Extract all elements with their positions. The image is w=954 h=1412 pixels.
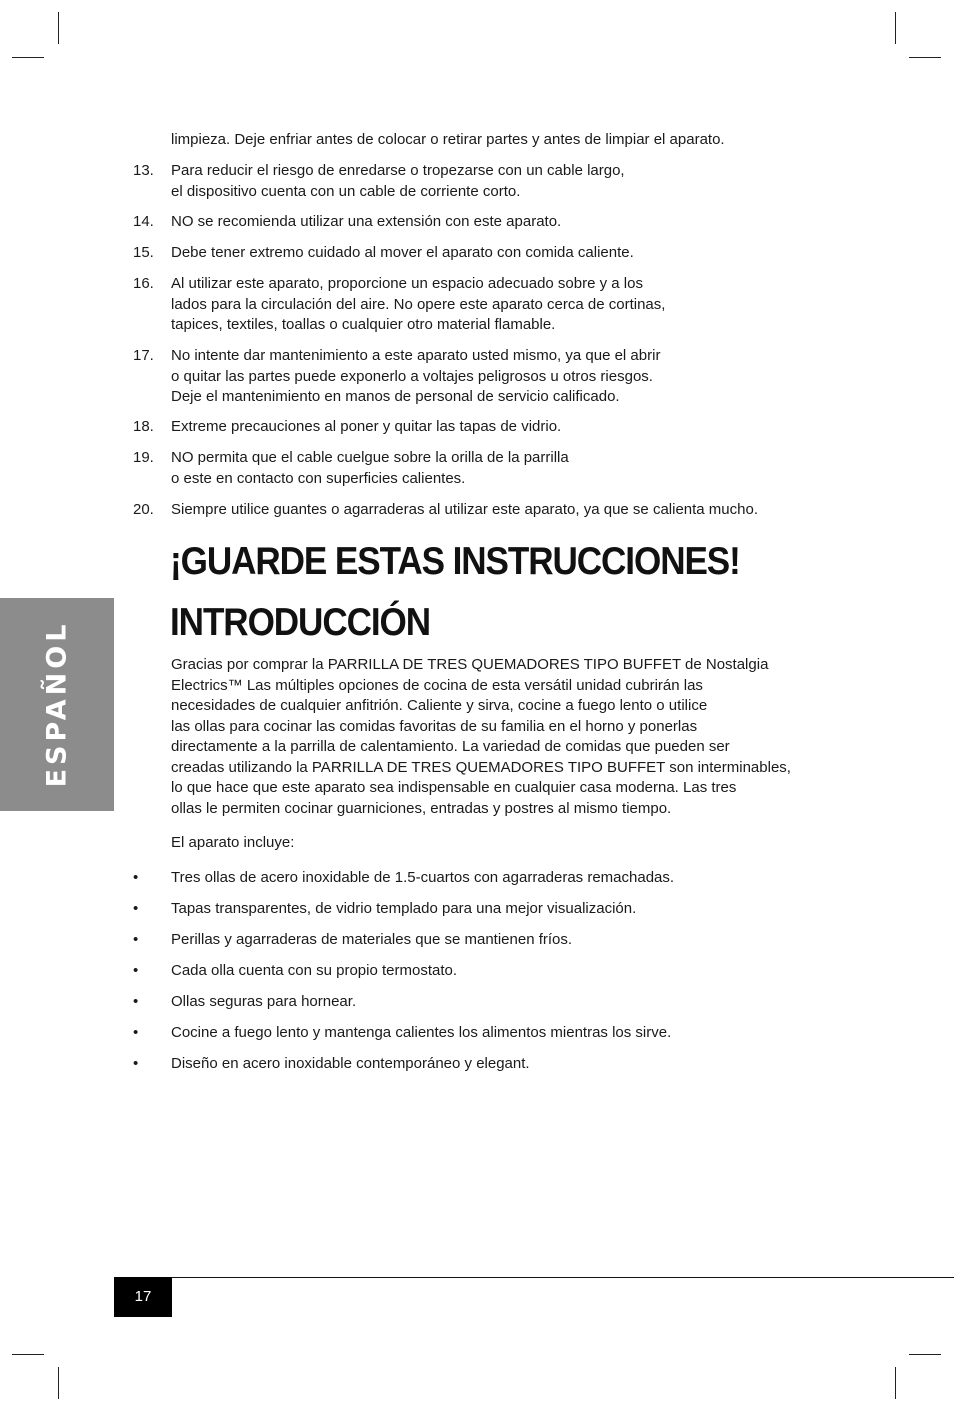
crop-mark <box>58 12 59 44</box>
bullet-text: Cocine a fuego lento y mantenga calientes los alimentos mientras los sirve. <box>171 1024 672 1041</box>
bullet-text: Tapas transparentes, de vidrio templado para una mejor visualización. <box>171 900 637 917</box>
item-text: Al utilizar este aparato, proporcione un espacio adecuado sobre y a los lados para la circulación del aire. No opere este aparato cerca de cortinas, tapices, textiles, toallas o cualquier otro material flamable. <box>171 275 666 333</box>
crop-mark <box>909 57 941 58</box>
page-number: 17 <box>134 1288 152 1305</box>
item-text: NO se recomienda utilizar una extensión con este aparato. <box>171 213 562 230</box>
item-number: 17. <box>133 347 154 364</box>
item-number: 16. <box>133 275 154 292</box>
bullet-text: Perillas y agarraderas de materiales que se mantienen fríos. <box>171 931 573 948</box>
crop-mark <box>12 1354 44 1355</box>
bullet-text: Cada olla cuenta con su propio termostato. <box>171 962 458 979</box>
item-number: 15. <box>133 244 154 261</box>
crop-mark <box>909 1354 941 1355</box>
item-number: 18. <box>133 418 154 435</box>
item-text: Para reducir el riesgo de enredarse o tropezarse con un cable largo, el dispositivo cuenta con un cable de corriente corto. <box>171 162 625 200</box>
footer-rule <box>114 1277 954 1278</box>
bullet-symbol: • <box>133 900 139 917</box>
includes-label: El aparato incluye: <box>171 834 295 851</box>
bullet-text: Tres ollas de acero inoxidable de 1.5-cuartos con agarraderas remachadas. <box>171 869 675 886</box>
save-instructions-heading: ¡GUARDE ESTAS INSTRUCCIONES! <box>170 540 740 583</box>
item-text: No intente dar mantenimiento a este aparato usted mismo, ya que el abrir o quitar las partes puede exponerlo a voltajes peligrosos u otros riesgos. Deje el mantenimiento en manos de personal de servicio calificado. <box>171 347 661 405</box>
bullet-symbol: • <box>133 931 139 948</box>
language-tab-label: ESPAÑOL <box>41 620 73 788</box>
crop-mark <box>58 1367 59 1399</box>
bullet-symbol: • <box>133 1024 139 1041</box>
item-text: Siempre utilice guantes o agarraderas al utilizar este aparato, ya que se calienta mucho. <box>171 501 758 518</box>
item-number: 13. <box>133 162 154 179</box>
bullet-text: Ollas seguras para hornear. <box>171 993 357 1010</box>
item-number: 20. <box>133 501 154 518</box>
crop-mark <box>895 1367 896 1399</box>
bullet-symbol: • <box>133 962 139 979</box>
item-text: NO permita que el cable cuelgue sobre la orilla de la parrilla o este en contacto con superficies calientes. <box>171 449 569 487</box>
crop-mark <box>12 57 44 58</box>
item-text: Extreme precauciones al poner y quitar las tapas de vidrio. <box>171 418 562 435</box>
item-text: Debe tener extremo cuidado al mover el aparato con comida caliente. <box>171 244 634 261</box>
page-number-box <box>114 1277 172 1317</box>
continuation-line: limpieza. Deje enfriar antes de colocar o retirar partes y antes de limpiar el aparato. <box>171 131 725 148</box>
item-number: 14. <box>133 213 154 230</box>
bullet-symbol: • <box>133 869 139 886</box>
bullet-text: Diseño en acero inoxidable contemporáneo y elegant. <box>171 1055 530 1072</box>
bullet-symbol: • <box>133 1055 139 1072</box>
intro-paragraph: Gracias por comprar la PARRILLA DE TRES QUEMADORES TIPO BUFFET de Nostalgia Electrics™ Las múltiples opciones de cocina de esta versátil unidad cubrirán las necesidades de cualquier anfitrión. Caliente y sirva, cocine a fuego lento o utilice las ollas para cocinar las comidas favoritas de su familia en el horno y ponerlas directamente a la parrilla de calentamiento. La variedad de comidas que pueden ser creadas utilizando la PARRILLA DE TRES QUEMADORES TIPO BUFFET son interminables, lo que hace que este aparato sea indispensable en cualquier casa moderna. Las tres ollas le permiten cocinar guarniciones, entradas y postres al mismo tiempo. <box>171 656 791 817</box>
crop-mark <box>895 12 896 44</box>
introduction-heading: INTRODUCCIÓN <box>170 601 431 644</box>
item-number: 19. <box>133 449 154 466</box>
language-tab <box>0 598 114 811</box>
bullet-symbol: • <box>133 993 139 1010</box>
